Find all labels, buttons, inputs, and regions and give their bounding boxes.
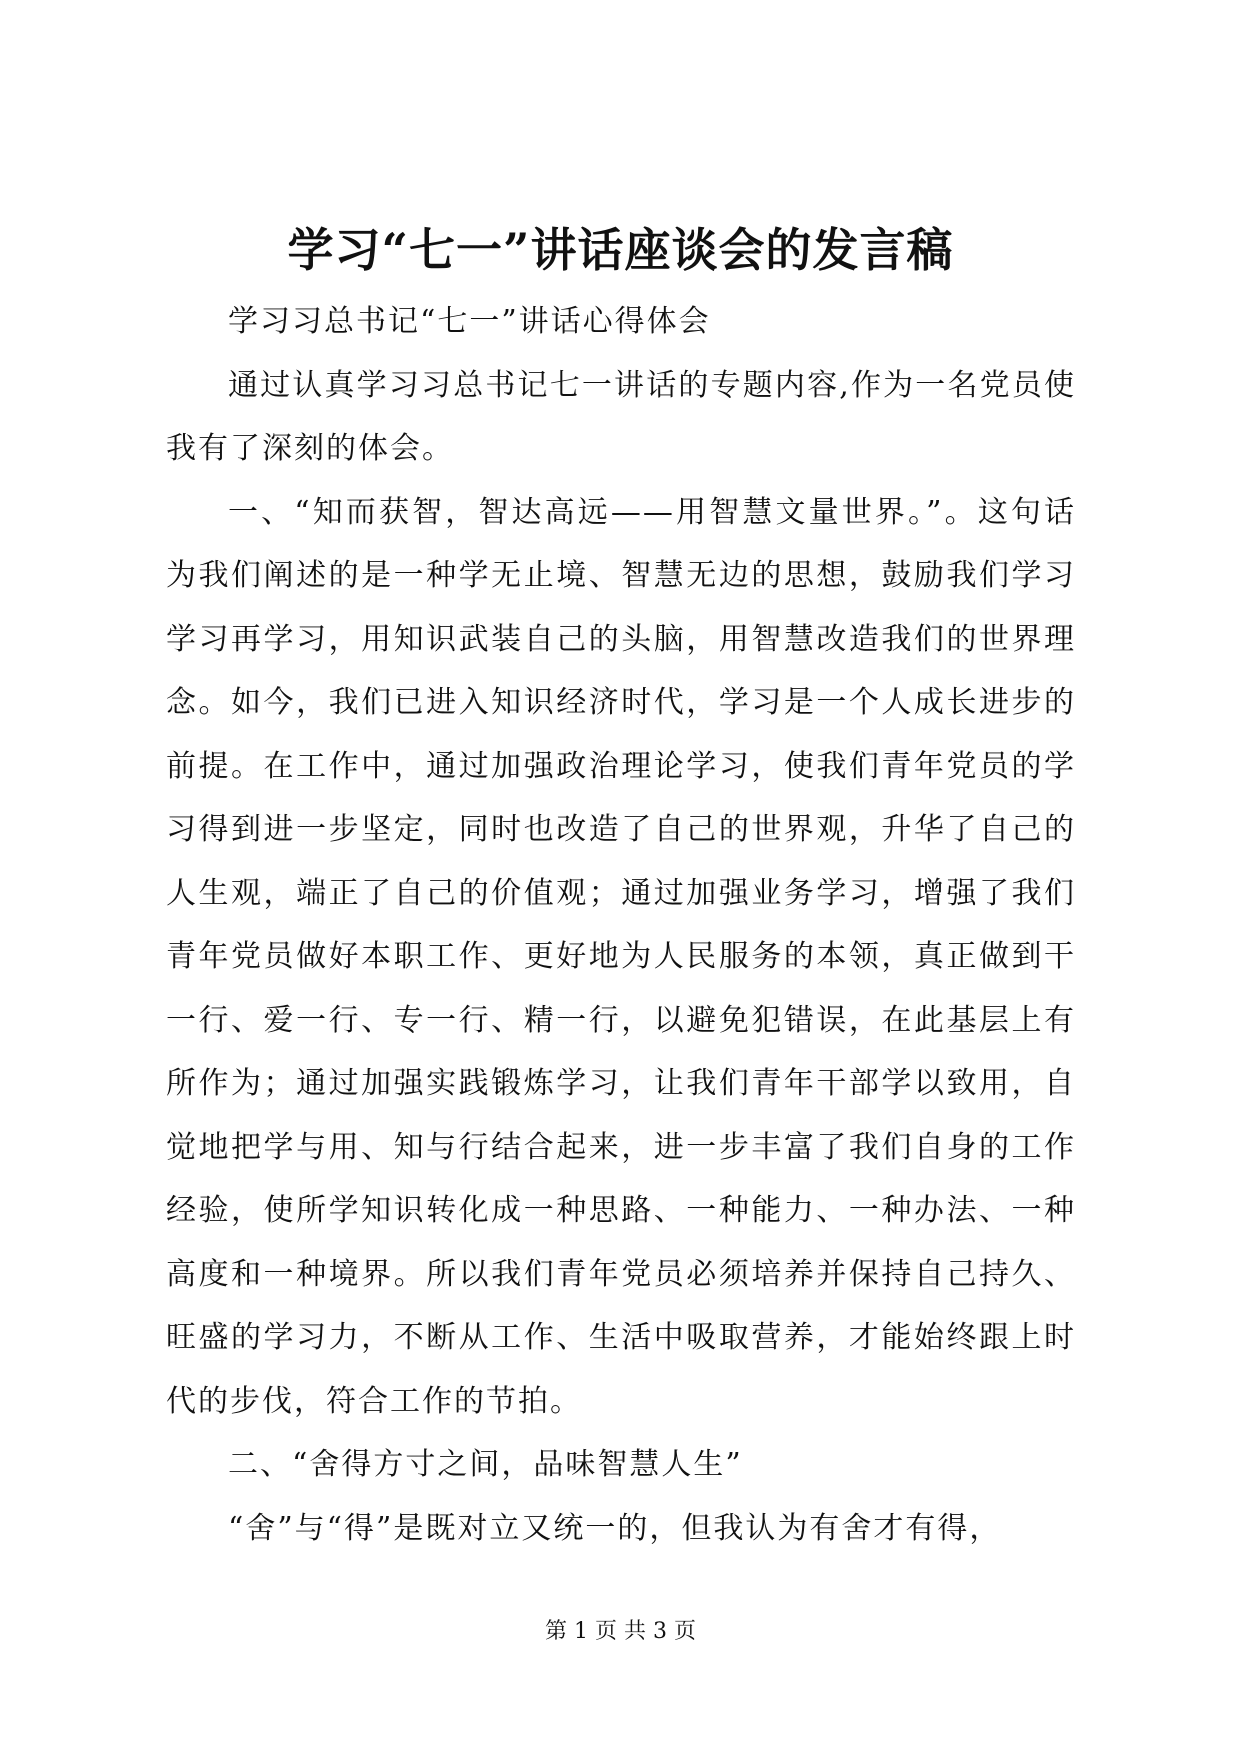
paragraph-subtitle: 学习习总书记“七一”讲话心得体会: [228, 304, 711, 339]
page-number-footer: 第 1 页 共 3 页: [545, 1619, 696, 1644]
paragraph-section-two-text: “舍”与“得”是既对立又统一的，但我认为有舍才有得，: [228, 1510, 1002, 1546]
document-body: [166, 290, 1076, 1560]
document-title: 学习“七一”讲话座谈会的发言稿: [287, 223, 954, 277]
paragraph-intro: 通过认真学习习总书记七一讲话的专题内容,作为一名党员使我有了深刻的体会。: [166, 367, 1076, 466]
paragraph-section-two-heading: 二、“舍得方寸之间，品味智慧人生”: [228, 1447, 743, 1482]
paragraph-section-one: 一、“知而获智，智达高远——用智慧文量世界。”。这句话为我们阐述的是一种学无止境、智慧无边的思想，鼓励我们学习学习再学习，用知识武装自己的头脑，用智慧改造我们的世界理念。如今，我们已进入知识经济时代，学习是一个人成长进步的前提。在工作中，通过加强政治理论学习，使我们青年党员的学习得到进一步坚定，同时也改造了自己的世界观，升华了自己的人生观，端正了自己的价值观；通过加强业务学习，增强了我们青年党员做好本职工作、更好地为人民服务的本领，真正做到干一行、爱一行、专一行、精一行，以避免犯错误，在此基层上有所作为；通过加强实践锻炼学习，让我们青年干部学以致用，自觉地把学与用、知与行结合起来，进一步丰富了我们自身的工作经验，使所学知识转化成一种思路、一种能力、一种办法、一种高度和一种境界。所以我们青年党员必须培养并保持自己持久、旺盛的学习力，不断从工作、生活中吸取营养，才能始终跟上时代的步伐，符合工作的节拍。: [166, 494, 1076, 1419]
